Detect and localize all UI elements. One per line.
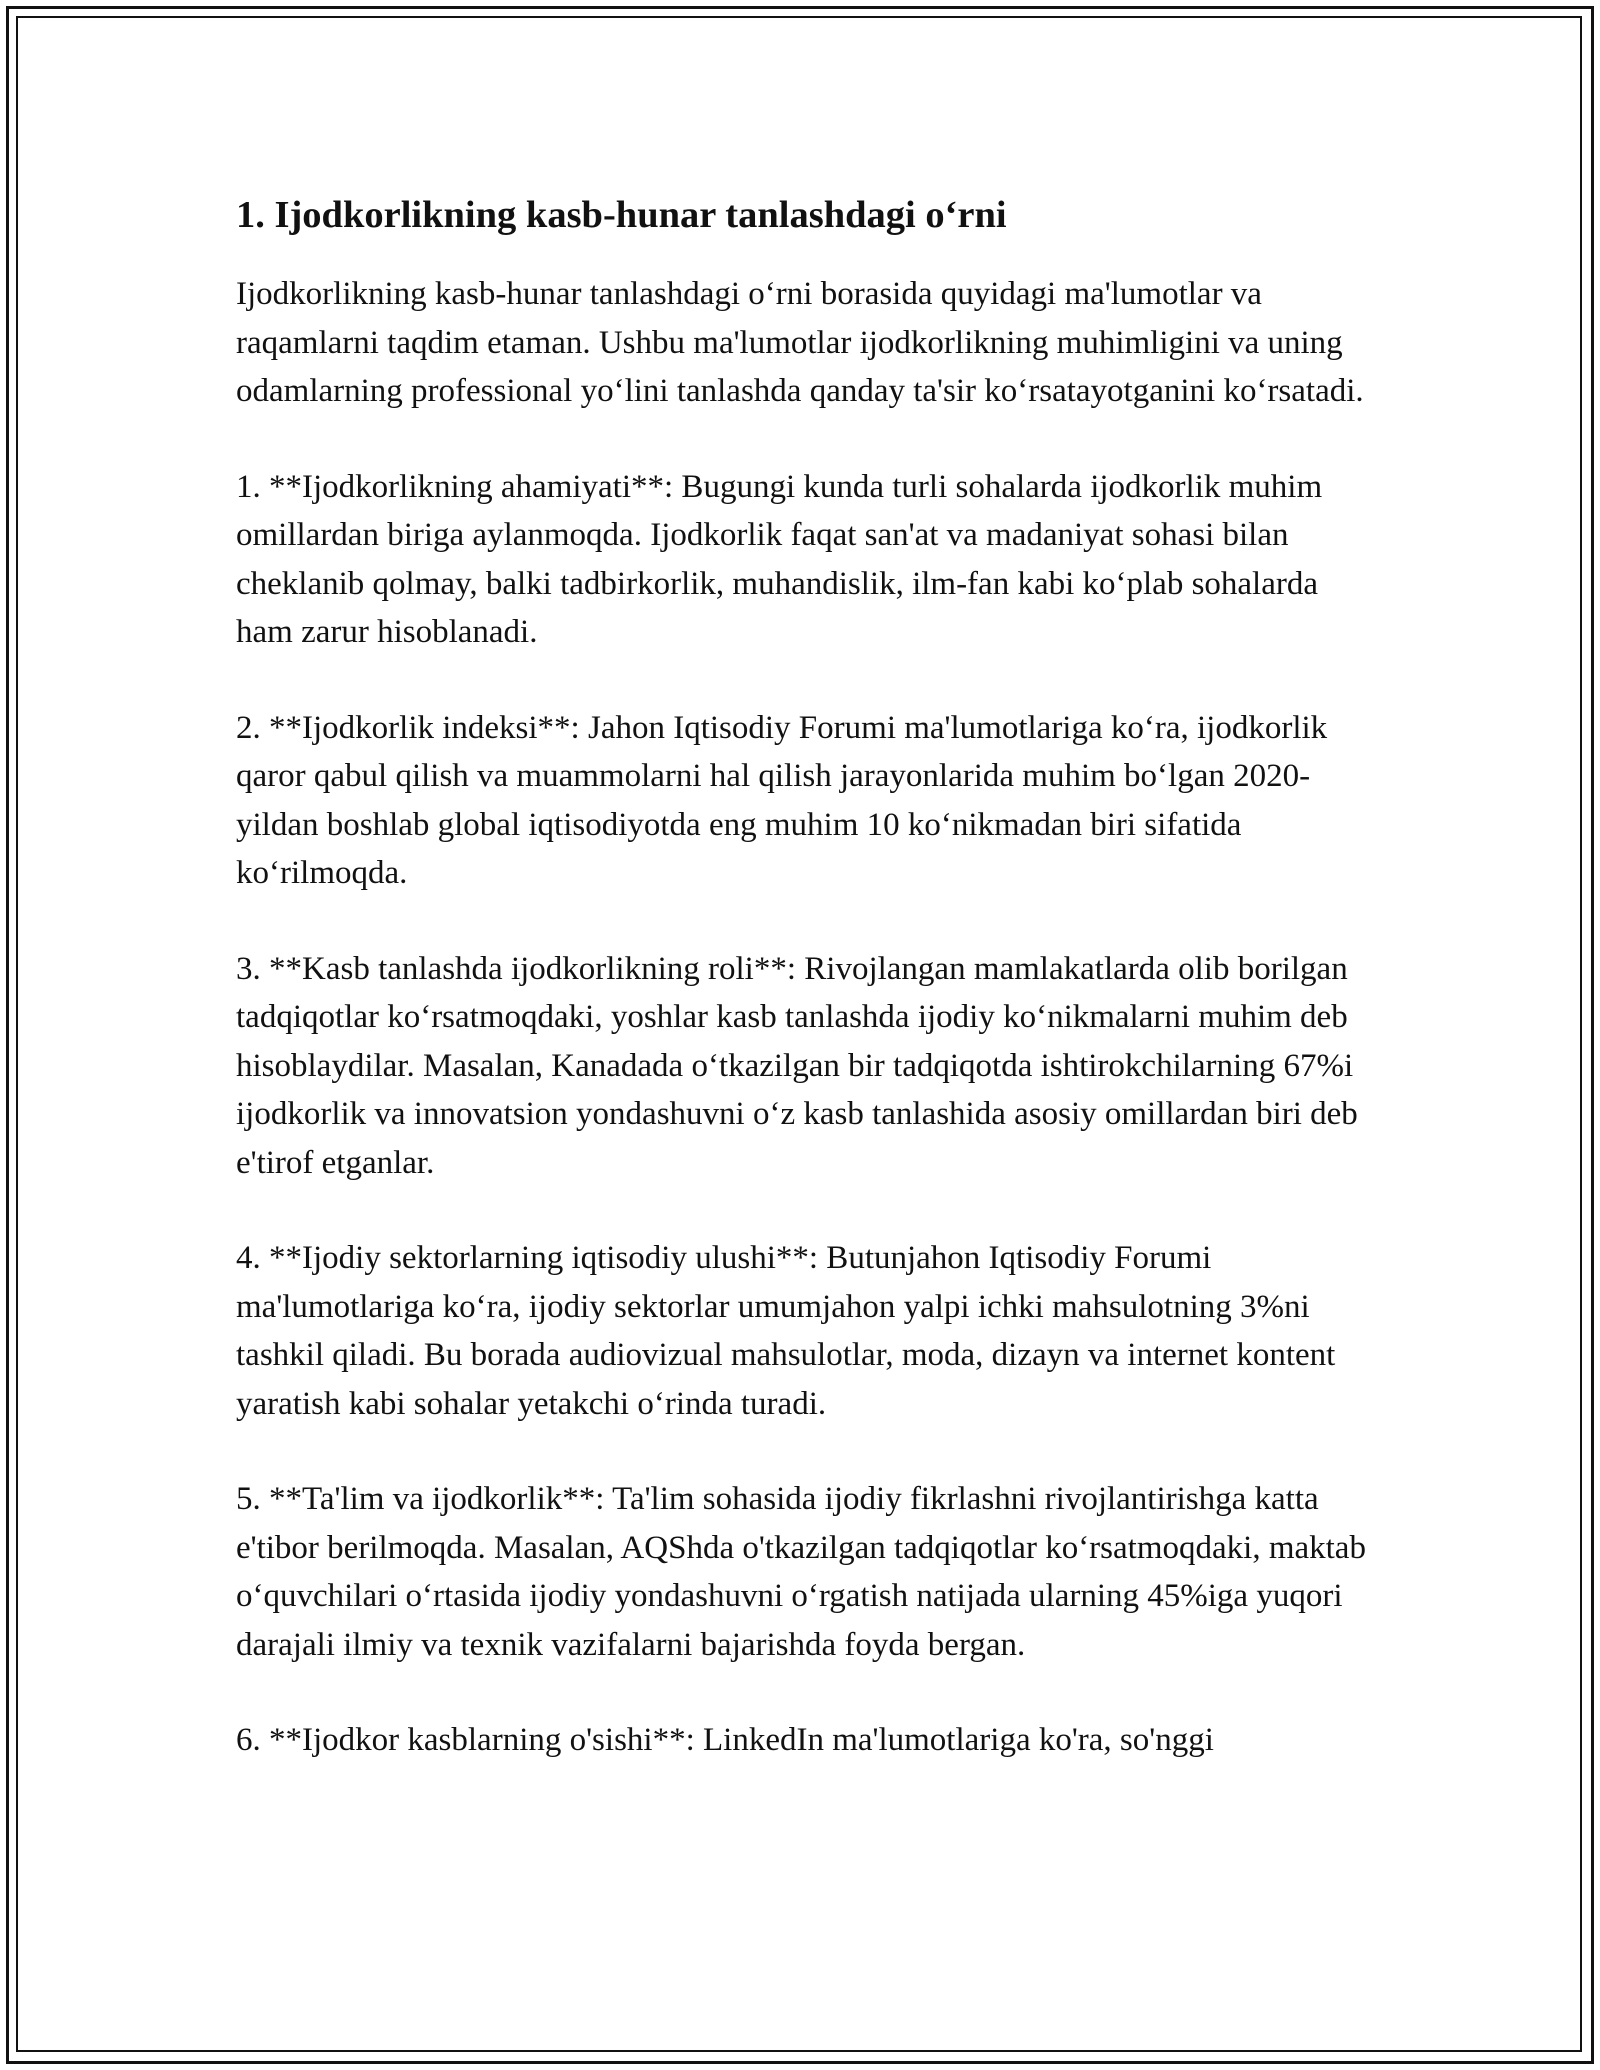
intro-paragraph: Ijodkorlikning kasb-hunar tanlashdagi o‘rni borasida quyidagi ma'lumotlar va raqamlarni taqdim etaman. Ushbu ma'lumotlar ijodkorlikning muhimligini va uning odamlarning professional yo‘lini tanlashda qanday ta'sir ko‘rsatayotganini ko‘rsatadi. (236, 276, 1364, 409)
list-item-2: 2. **Ijodkorlik indeksi**: Jahon Iqtisodiy Forumi ma'lumotlariga ko‘ra, ijodkorlik qaror qabul qilish va muammolarni hal qilish jarayonlarida muhim bo‘lgan 2020-yildan boshlab global iqtisodiyotda eng muhim 10 ko‘nikmadan biri sifatida ko‘rilmoqda. (236, 709, 1328, 891)
document-title: 1. Ijodkorlikning kasb-hunar tanlashdagi o‘rni (236, 194, 1007, 236)
list-item-3: 3. **Kasb tanlashda ijodkorlikning roli**: Rivojlangan mamlakatlarda olib borilgan tadqiqotlar ko‘rsatmoqdaki, yoshlar kasb tanlashda ijodiy ko‘nikmalarni muhim deb hisoblaydilar. Masalan, Kanadada o‘tkazilgan bir tadqiqotda ishtirokchilarning 67%i ijodkorlik va innovatsion yondashuvni o‘z kasb tanlashida asosiy omillardan biri deb e'tirof etganlar. (236, 950, 1358, 1181)
list-item-4: 4. **Ijodiy sektorlarning iqtisodiy ulushi**: Butunjahon Iqtisodiy Forumi ma'lumotlariga ko‘ra, ijodiy sektorlar umumjahon yalpi ichki mahsulotning 3%ni tashkil qiladi. Bu borada audiovizual mahsulotlar, moda, dizayn va internet kontent yaratish kabi sohalar yetakchi o‘rinda turadi. (236, 1240, 1336, 1422)
list-item-6: 6. **Ijodkor kasblarning o'sishi**: LinkedIn ma'lumotlariga ko'ra, so'nggi (236, 1722, 1214, 1758)
list-item-5: 5. **Ta'lim va ijodkorlik**: Ta'lim sohasida ijodiy fikrlashni rivojlantirishga katta e'tibor berilmoqda. Masalan, AQShda o'tkazilgan tadqiqotlar ko‘rsatmoqdaki, maktab o‘quvchilari o‘rtasida ijodiy yondashuvni o‘rgatish natijada ularning 45%iga yuqori darajali ilmiy va texnik vazifalarni bajarishda foyda bergan. (236, 1481, 1366, 1663)
document-body (236, 190, 1376, 1812)
list-item-1: 1. **Ijodkorlikning ahamiyati**: Bugungi kunda turli sohalarda ijodkorlik muhim omillardan biriga aylanmoqda. Ijodkorlik faqat san'at va madaniyat sohasi bilan cheklanib qolmay, balki tadbirkorlik, muhandislik, ilm-fan kabi ko‘plab sohalarda ham zarur hisoblanadi. (236, 468, 1323, 650)
